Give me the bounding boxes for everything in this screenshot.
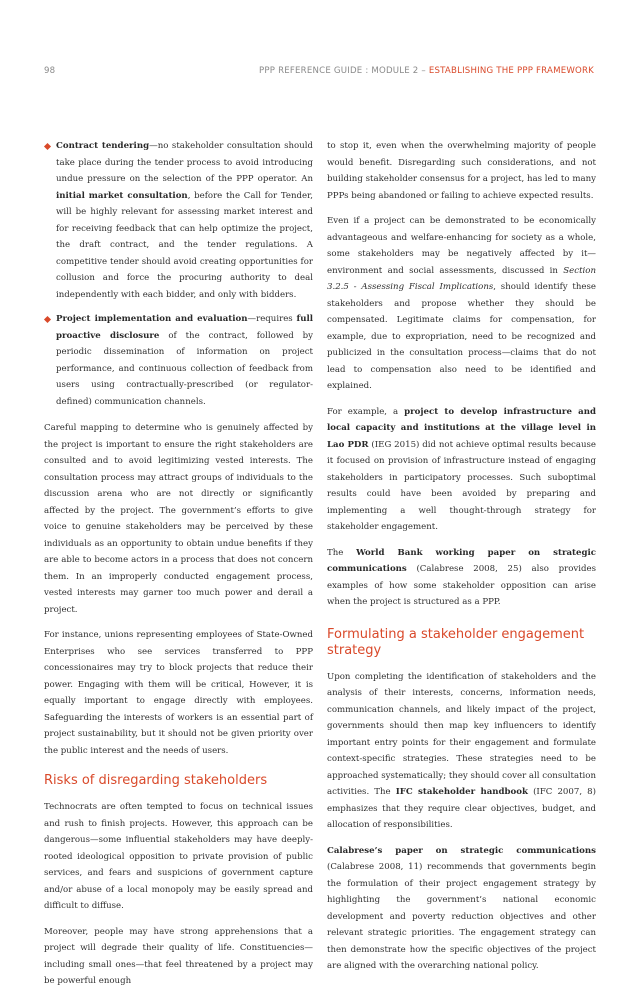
guide-title: PPP REFERENCE GUIDE : MODULE 2 – <box>259 66 429 76</box>
paragraph <box>327 404 596 536</box>
emphasis: Calabrese’s paper on strategic communications <box>327 845 596 856</box>
section-heading: Risks of disregarding stakeholders <box>44 773 268 788</box>
right-column <box>327 138 596 984</box>
paragraph: Careful mapping to determine who is genuinely affected by the project is important to ensure the right stakeholders are consulted and to avoid legitimizing vested interests. The consultation process may attract groups of individuals to the discussion arena who are not directly or significantly affected by the project. The government’s efforts to give voice to genuine stakeholders may be perceived by these individuals as an opportunity to obtain undue benefits if they are able to become actors in a process that does not concern them. In an improperly conducted engagement process, vested interests may garner too much power and derail a project. <box>44 423 313 615</box>
list-item <box>44 138 313 303</box>
bullet-emphasis: initial market consultation <box>56 190 188 201</box>
section-reference: Section 3.2.5 - Assessing Fiscal Implications <box>327 265 596 292</box>
paragraph <box>327 545 596 611</box>
bullet-list <box>44 138 313 410</box>
emphasis: IFC stakeholder handbook <box>395 787 528 797</box>
paragraph: For instance, unions representing employees of State-Owned Enterprises who see services transferred to PPP concessionaires may try to block projects that reduce their power. Engaging with them will be critical, However, it is equally important to engage directly with employees. Safeguarding the interests of workers is an essential part of project sustainability, but it should not be given priority over the public interest and the needs of users. <box>44 630 313 756</box>
paragraph-text: (Calabrese 2008, 25) also provides examples of how some stakeholder opposition can arise when the project is structured as a PPP. <box>327 564 596 607</box>
paragraph-text: (IFC 2007, 8) emphasizes that they require clear objectives, budget, and allocation of responsibilities. <box>327 787 596 830</box>
paragraph-text: The <box>327 547 357 558</box>
bullet-diamond-icon <box>44 316 51 323</box>
section-heading: Formulating a stakeholder engagement strategy <box>327 626 585 658</box>
paragraph <box>327 843 596 975</box>
bullet-diamond-icon <box>44 143 51 150</box>
bullet-text: , before the Call for Tender, will be highly relevant for assessing market interest and for receiving feedback that can help optimize the project, the draft contract, and the tender regulations. A competitive tender should avoid creating opportunities for collusion and force the procuring authority to deal independently with each bidder, and only with bidders. <box>56 190 313 300</box>
list-item <box>44 311 313 410</box>
paragraph-text: For example, a <box>327 406 405 417</box>
paragraph <box>327 669 596 834</box>
bullet-text: —no stakeholder consultation should take place during the tender process to avoid introducing undue pressure on the selection of the PPP operator. An <box>56 141 313 184</box>
paragraph-text: (Calabrese 2008, 11) recommends that governments begin the formulation of their project engagement strategy by highlighting the government’s national economic development and poverty reduction objectives and other relevant strategic priorities. The engagement strategy can then demonstrate how the specific objectives of the project are aligned with the overarching national policy. <box>327 862 596 971</box>
emphasis: World Bank working paper on strategic communications <box>327 547 596 574</box>
page-number: 98 <box>44 66 56 76</box>
bullet-emphasis: full proactive disclosure <box>56 314 313 341</box>
paragraph-text: , should identify these stakeholders and propose whether they should be compensated. Legitimate claims for compensation, for example, due to expropriation, need to be recognized and publicized in the consultation process—claims that do not lead to compensation also need to be identified and explained. <box>327 282 596 391</box>
emphasis: project to develop infrastructure and local capacity and institutions at the village level in Lao PDR <box>327 406 596 450</box>
left-column <box>44 138 313 999</box>
section-title: ESTABLISHING THE PPP FRAMEWORK <box>428 66 594 76</box>
bullet-term: Contract tendering <box>56 141 150 151</box>
bullet-term: Project implementation and evaluation <box>56 314 248 324</box>
bullet-text: of the contract, followed by periodic dissemination of information on project performance, and continuous collection of feedback from users using contractually-prescribed (or regulator-defined) communication channels. <box>56 330 313 407</box>
page-header <box>44 66 594 82</box>
paragraph-text: Even if a project can be demonstrated to be economically advantageous and welfare-enhancing for society as a whole, some stakeholders may be negatively affected by it—environment and social assessments, discussed in <box>327 216 596 276</box>
paragraph-text: Upon completing the identification of stakeholders and the analysis of their interests, concerns, information needs, communication channels, and likely impact of the project, governments should then map key influencers to identify important entry points for their engagement and formulate context-specific strategies. These strategies need to be approached systematically; they should cover all consultation activities. The <box>327 671 596 797</box>
paragraph <box>327 213 596 395</box>
paragraph: Technocrats are often tempted to focus on technical issues and rush to finish projects. However, this approach can be dangerous—some influential stakeholders may have deeply-rooted ideological opposition to private provision of public services, and fears and suspicions of government capture and/or abuse of a local monopoly may be easily spread and difficult to diffuse. <box>44 802 313 911</box>
paragraph: Moreover, people may have strong apprehensions that a project will degrade their quality of life. Constituencies—including small ones—that feel threatened by a project may be powerful enough <box>44 926 313 986</box>
paragraph-text: (IEG 2015) did not achieve optimal results because it focused on provision of infrastructure instead of engaging stakeholders in participatory processes. Such suboptimal results could have been avoided by preparing and implementing a well thought-through strategy for stakeholder engagement. <box>327 439 596 532</box>
running-header <box>259 66 594 76</box>
bullet-text: —requires <box>247 314 297 324</box>
paragraph: to stop it, even when the overwhelming majority of people would benefit. Disregarding such considerations, and not building stakeholder consensus for a project, has led to many PPPs being abandoned or failing to achieve expected results. <box>327 141 596 201</box>
